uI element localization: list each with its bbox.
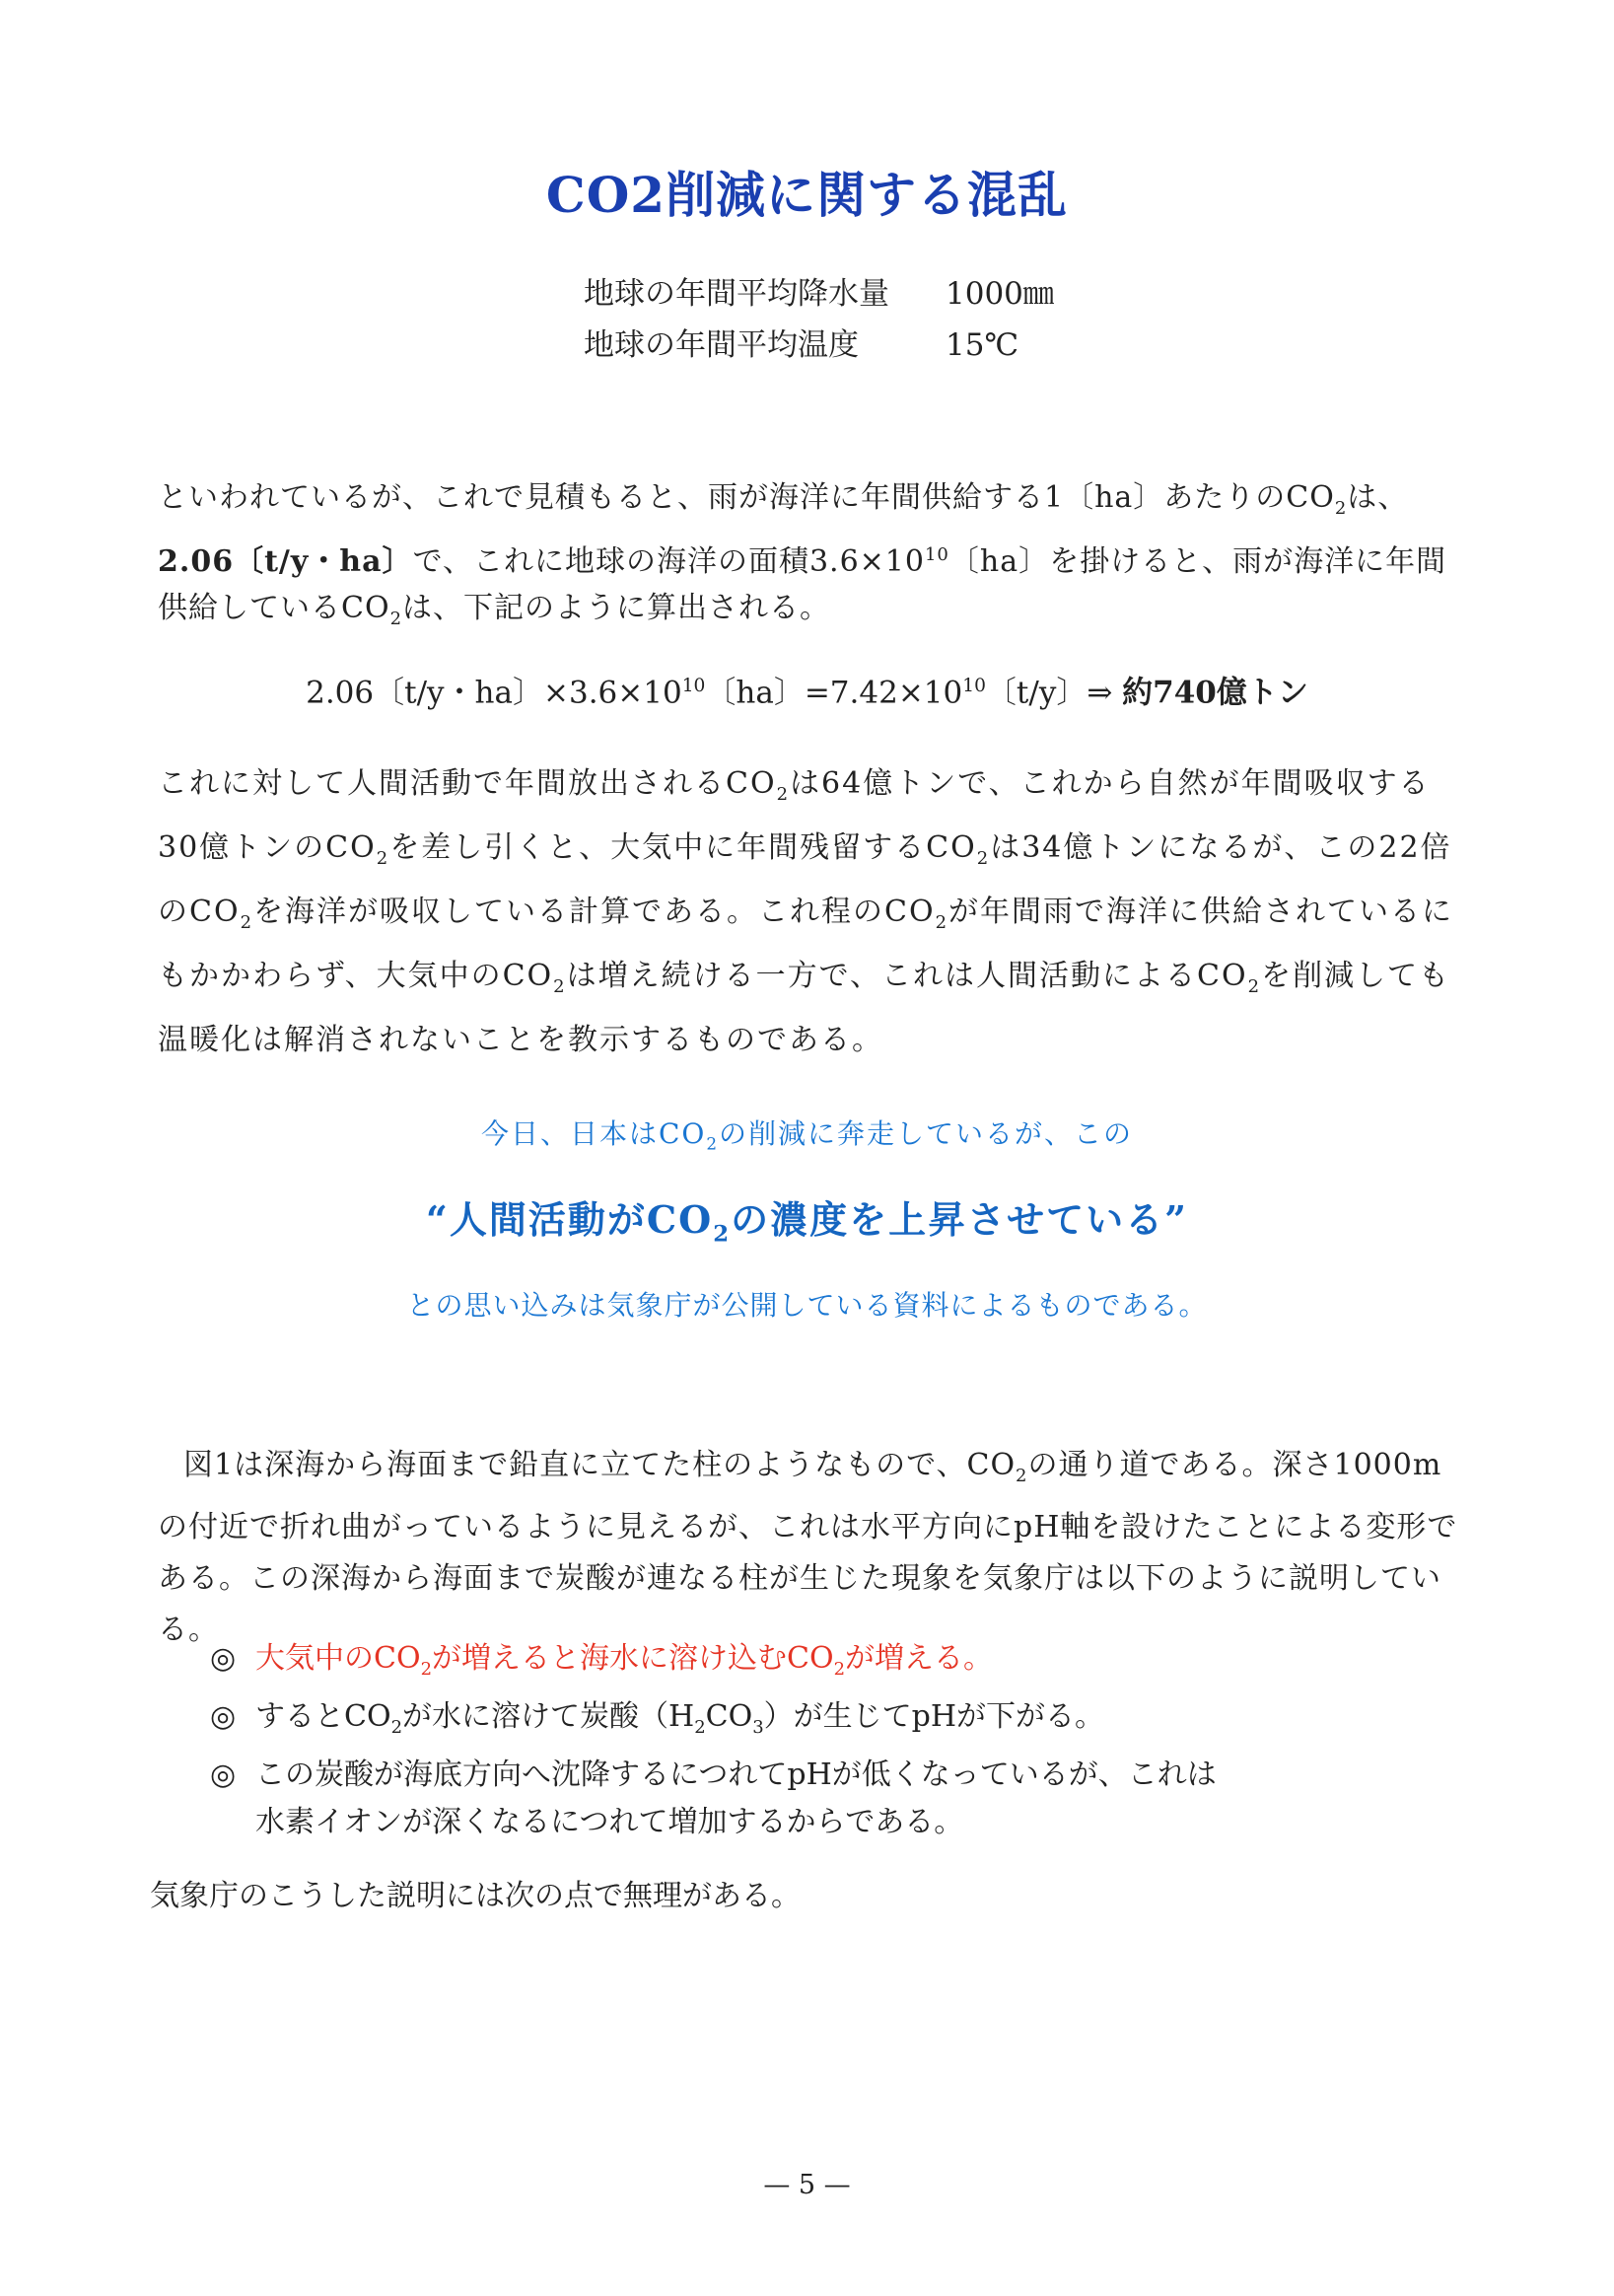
fact-value: 15℃ xyxy=(946,327,1019,363)
facts-list xyxy=(584,268,1054,371)
highlight-line-3: との思い込みは気象庁が公開している資料によるものである。 xyxy=(406,1289,1208,1323)
fact-value: 1000㎜ xyxy=(946,276,1054,312)
fact-label: 地球の年間平均温度 xyxy=(584,327,859,363)
highlight-block xyxy=(0,1112,1614,1327)
bullet-item xyxy=(210,1752,1217,1799)
fact-row-precipitation xyxy=(584,268,1054,320)
closing-sentence: 気象庁のこうした説明には次の点で無理がある。 xyxy=(150,1879,801,1913)
bullet-text: この炭酸が海底方向へ沈降するにつれてpHが低くなっているが、これは xyxy=(255,1758,1217,1792)
equation: 2.06〔t/y・ha〕$\times 3.6\times 10^{10}$〔ha〕$=7.42\times 10^{10}$〔t/y〕⇒ 約740億トン xyxy=(306,675,1308,711)
bullet-continuation: 水素イオンが深くなるにつれて増加するからである。 xyxy=(255,1805,964,1839)
bullet-mark: ◎ xyxy=(210,1699,237,1734)
bullet-mark: ◎ xyxy=(210,1641,237,1676)
bullet-item xyxy=(210,1635,1217,1693)
paragraph-figure-1: 図1は深海から海面まで鉛直に立てた柱のようなもので、$CO_2$の通り道である。深さ1000mの付近で折れ曲がっているように見えるが、これは水平方向にpH軸を設けたことによる変形である。この深海から海面まで炭酸が連なる柱が生じた現象を気象庁は以下のように説明している。 xyxy=(158,1448,1458,1647)
bullet-text: 大気中の$CO_2$が増えると海水に溶け込む$CO_2$が増える。 xyxy=(255,1641,994,1680)
highlight-line-1: 今日、日本は$CO_2$の削減に奔走しているが、この xyxy=(480,1117,1134,1154)
page-number: — 5 — xyxy=(763,2170,851,2200)
highlight-quote: “人間活動が$CO_2$の濃度を上昇させている” xyxy=(426,1196,1188,1248)
bullet-list xyxy=(210,1635,1217,1846)
page-title: CO2削減に関する混乱 xyxy=(545,166,1069,224)
bullet-item xyxy=(210,1693,1217,1752)
bullet-mark: ◎ xyxy=(210,1758,237,1792)
fact-row-temperature xyxy=(584,320,1054,371)
paragraph-rain-estimate: といわれているが、これで見積もると、雨が海洋に年間供給する1〔ha〕あたりの$CO_2$は、2.06〔t/y・ha〕で、これに地球の海洋の面積$3.6\times 10^{10}$〔ha〕を掛けると、雨が海洋に年間供給している$CO_2$は、下記のように算出される。 xyxy=(158,480,1447,629)
fact-label: 地球の年間平均降水量 xyxy=(584,276,889,312)
paragraph-human-emissions: これに対して人間活動で年間放出される$CO_2$は64億トンで、これから自然が年間吸収する30億トンの$CO_2$を差し引くと、大気中に年間残留する$CO_2$は34億トンになるが、この22倍の$CO_2$を海洋が吸収している計算である。これ程の$CO_2$が年間雨で海洋に供給されているにもかかわらず、大気中の$CO_2$は増え続ける一方で、これは人間活動による$CO_2$を削減しても温暖化は解消されないことを教示するものである。 xyxy=(158,766,1454,1057)
bullet-text: すると$CO_2$が水に溶けて炭酸$(H_2CO_3)$が生じてpHが下がる。 xyxy=(255,1699,1105,1738)
